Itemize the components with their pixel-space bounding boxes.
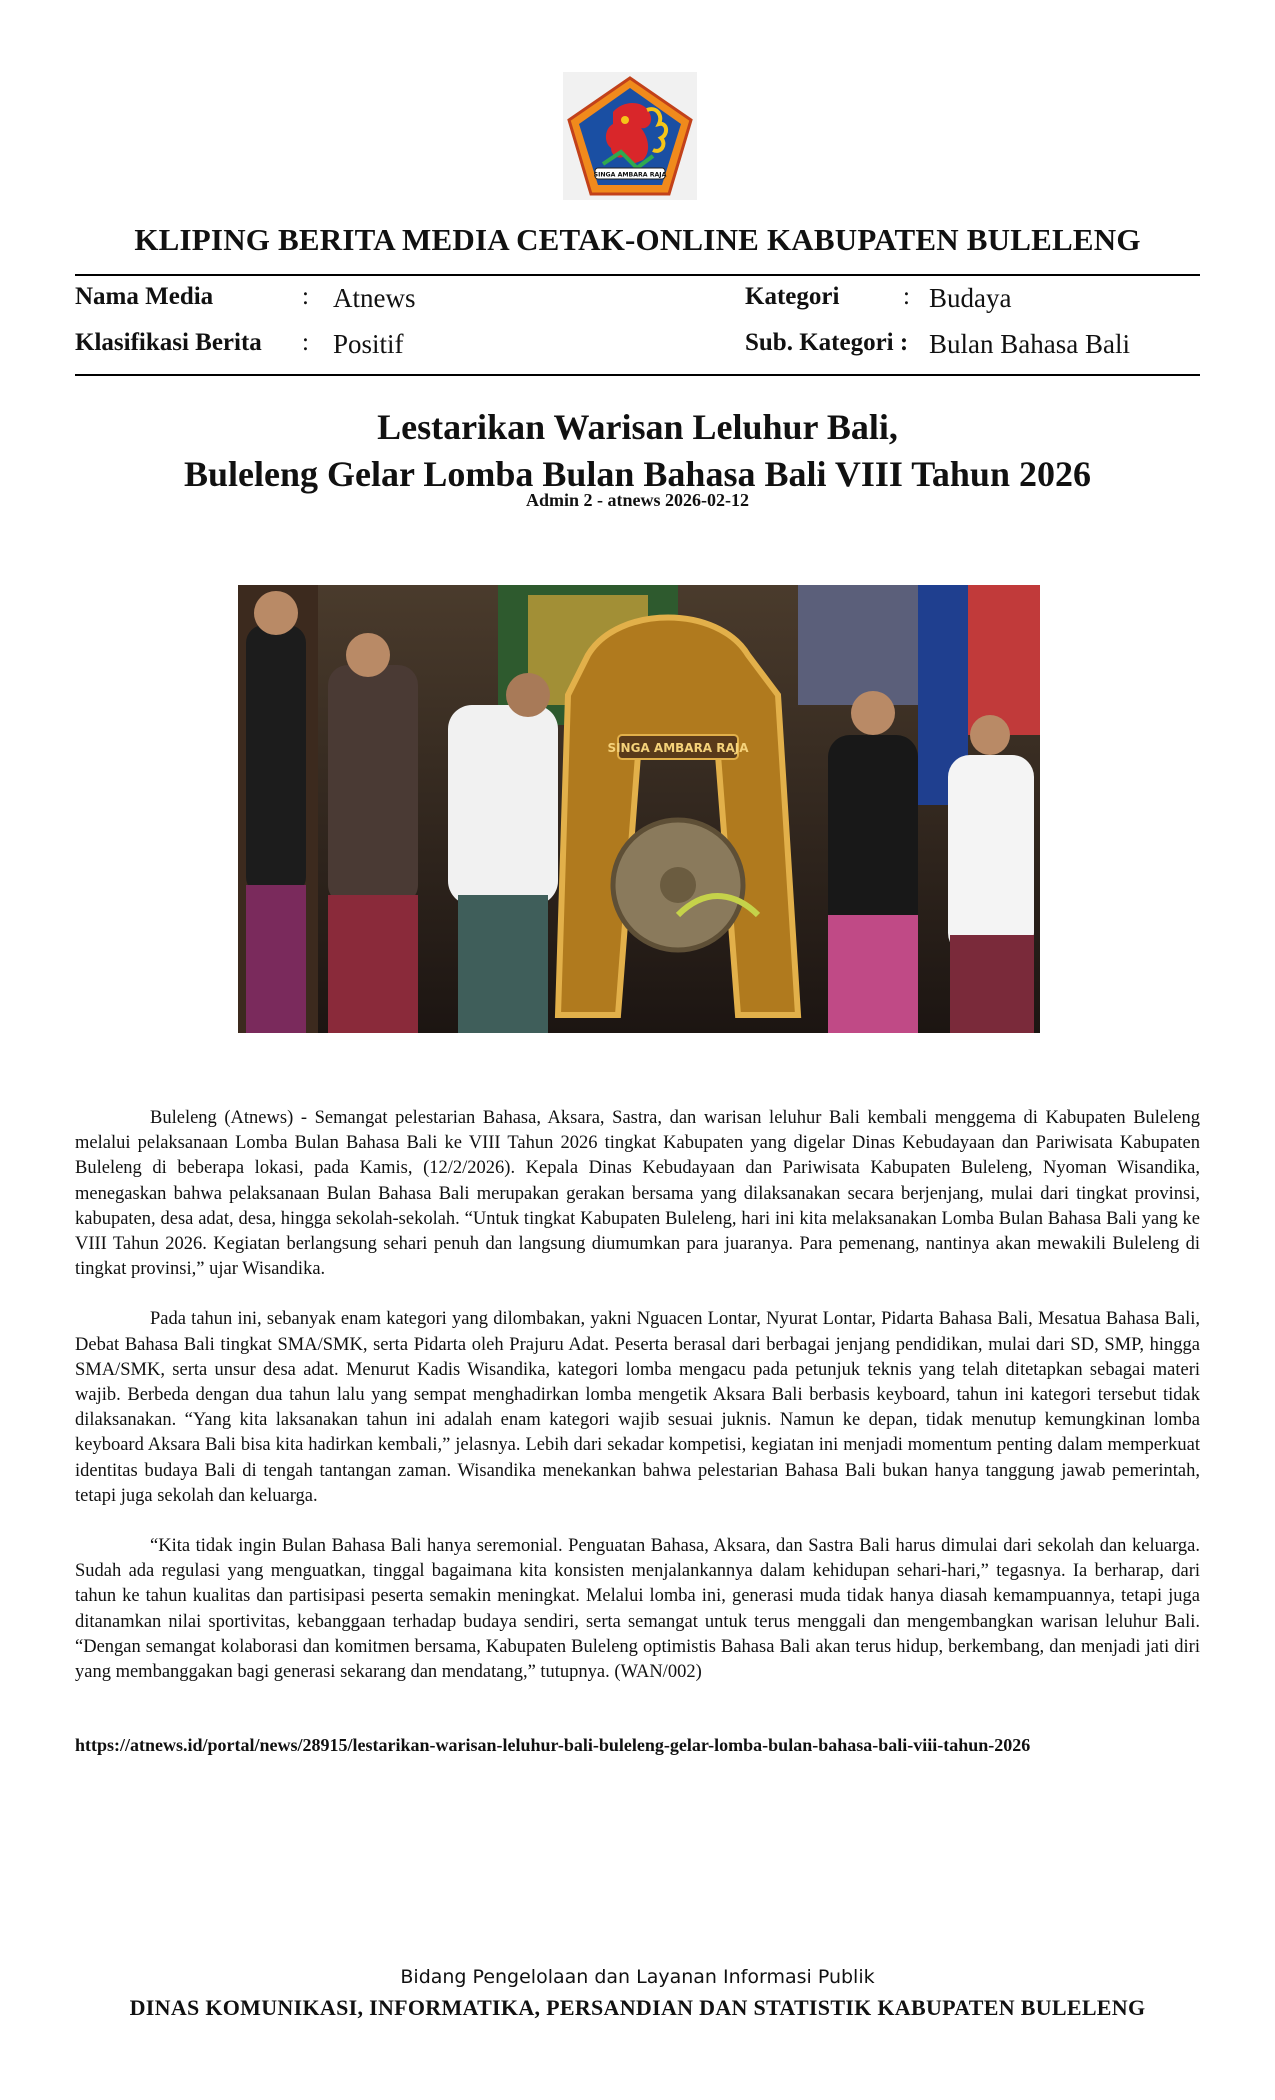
svg-text:SINGA AMBARA RAJA: SINGA AMBARA RAJA (607, 741, 749, 755)
source-url-link[interactable]: https://atnews.id/portal/news/28915/lestarikan-warisan-leluhur-bali-buleleng-gelar-lomba-bulan-bahasa-bali-viii-tahun-2026 (75, 1735, 1031, 1755)
article-body (75, 1106, 1200, 1710)
classification-value: Positif (333, 329, 404, 359)
article-photo (238, 585, 1040, 1033)
singa-ambara-raja-emblem (563, 72, 697, 200)
classification-colon: : (302, 329, 309, 356)
sub-category-value: Bulan Bahasa Bali (929, 329, 1130, 359)
sub-category-label: Sub. Kategori : (745, 329, 909, 356)
svg-text:SINGA AMBARA RAJA: SINGA AMBARA RAJA (593, 171, 667, 179)
category-label: Kategori (745, 283, 840, 310)
header-divider-top (75, 274, 1200, 276)
article-paragraph: Pada tahun ini, sebanyak enam kategori yang dilombakan, yakni Nguacen Lontar, Nyurat Lontar, Pidarta Bahasa Bali, Mesatua Bahasa Bali, Debat Bahasa Bali tingkat SMA/SMK, serta Pidarta oleh Prajuru Adat. Peserta berasal dari berbagai jenjang pendidikan, mulai dari SD, SMP, hingga SMA/SMK, serta unsur desa adat. Menurut Kadis Wisandika, kategori lomba mengacu pada petunjuk teknis yang telah ditetapkan sebagai materi wajib. Berbeda dengan dua tahun lalu yang sempat menghadirkan lomba mengetik Aksara Bali berbasis keyboard, tahun ini kategori tersebut tidak dilaksanakan. “Yang kita laksanakan tahun ini adalah enam kategori wajib sesuai juknis. Namun ke depan, tidak menutup kemungkinan lomba keyboard Aksara Bali bisa kita hadirkan kembali,” jelasnya. Lebih dari sekadar kompetisi, kegiatan ini menjadi momentum penting dalam memperkuat identitas budaya Bali di tengah tantangan zaman. Wisandika menekankan bahwa pelestarian Bahasa Bali bukan hanya tanggung jawab pemerintah, tetapi juga sekolah dan keluarga. (75, 1309, 1200, 1506)
media-name-label: Nama Media (75, 283, 214, 310)
footer-division-name: Bidang Pengelolaan dan Layanan Informasi Publik (400, 1966, 875, 1988)
category-colon: : (903, 283, 910, 310)
category-value: Budaya (929, 283, 1012, 313)
article-paragraph: Buleleng (Atnews) - Semangat pelestarian Bahasa, Aksara, Sastra, dan warisan leluhur Bali kembali menggema di Kabupaten Buleleng melalui pelaksanaan Lomba Bulan Bahasa Bali ke VIII Tahun 2026 tingkat Kabupaten yang digelar Dinas Kebudayaan dan Pariwisata Kabupaten Buleleng di beberapa lokasi, pada Kamis, (12/2/2026). Kepala Dinas Kebudayaan dan Pariwisata Kabupaten Buleleng, Nyoman Wisandika, menegaskan bahwa pelaksanaan Bulan Bahasa Bali merupakan gerakan bersama yang dilaksanakan secara berjenjang, mulai dari tingkat provinsi, kabupaten, desa adat, desa, hingga sekolah-sekolah. “Untuk tingkat Kabupaten Buleleng, hari ini kita melaksanakan Lomba Bulan Bahasa Bali yang ke VIII Tahun 2026. Kegiatan berlangsung sehari penuh dan langsung diumumkan para juaranya. Para pemenang, nantinya akan mewakili Buleleng di tingkat provinsi,” ujar Wisandika. (75, 1108, 1200, 1280)
media-name-colon: : (302, 283, 309, 310)
footer-agency-name: DINAS KOMUNIKASI, INFORMATIKA, PERSANDIAN DAN STATISTIK KABUPATEN BULELENG (129, 1995, 1146, 2020)
header-divider-bottom (75, 374, 1200, 376)
article-paragraph: “Kita tidak ingin Bulan Bahasa Bali hanya seremonial. Penguatan Bahasa, Aksara, dan Sastra Bali harus dimulai dari sekolah dan keluarga. Sudah ada regulasi yang menguatkan, tinggal bagaimana kita konsisten menjalankannya dalam kehidupan sehari-hari,” tegasnya. Ia berharap, dari tahun ke tahun kualitas dan partisipasi peserta semakin meningkat. Melalui lomba ini, generasi muda tidak hanya diasah kemampuannya, tetapi juga ditanamkan nilai sportivitas, kebanggaan terhadap budaya sendiri, serta semangat untuk terus menggali dan mengembangkan warisan leluhur Bali. “Dengan semangat kolaborasi dan komitmen bersama, Kabupaten Buleleng optimistis Bahasa Bali akan terus hidup, berkembang, dan menjadi jati diri yang membanggakan bagi generasi sekarang dan mendatang,” tutupnya. (WAN/002) (75, 1536, 1200, 1683)
article-title-line-2: Buleleng Gelar Lomba Bulan Bahasa Bali VIII Tahun 2026 (184, 454, 1091, 494)
classification-label: Klasifikasi Berita (75, 329, 262, 356)
article-title-line-1: Lestarikan Warisan Leluhur Bali, (377, 407, 898, 447)
article-byline: Admin 2 - atnews 2026-02-12 (526, 490, 749, 510)
clipping-header-title: KLIPING BERITA MEDIA CETAK-ONLINE KABUPATEN BULELENG (134, 222, 1141, 257)
media-name-value: Atnews (333, 283, 416, 313)
